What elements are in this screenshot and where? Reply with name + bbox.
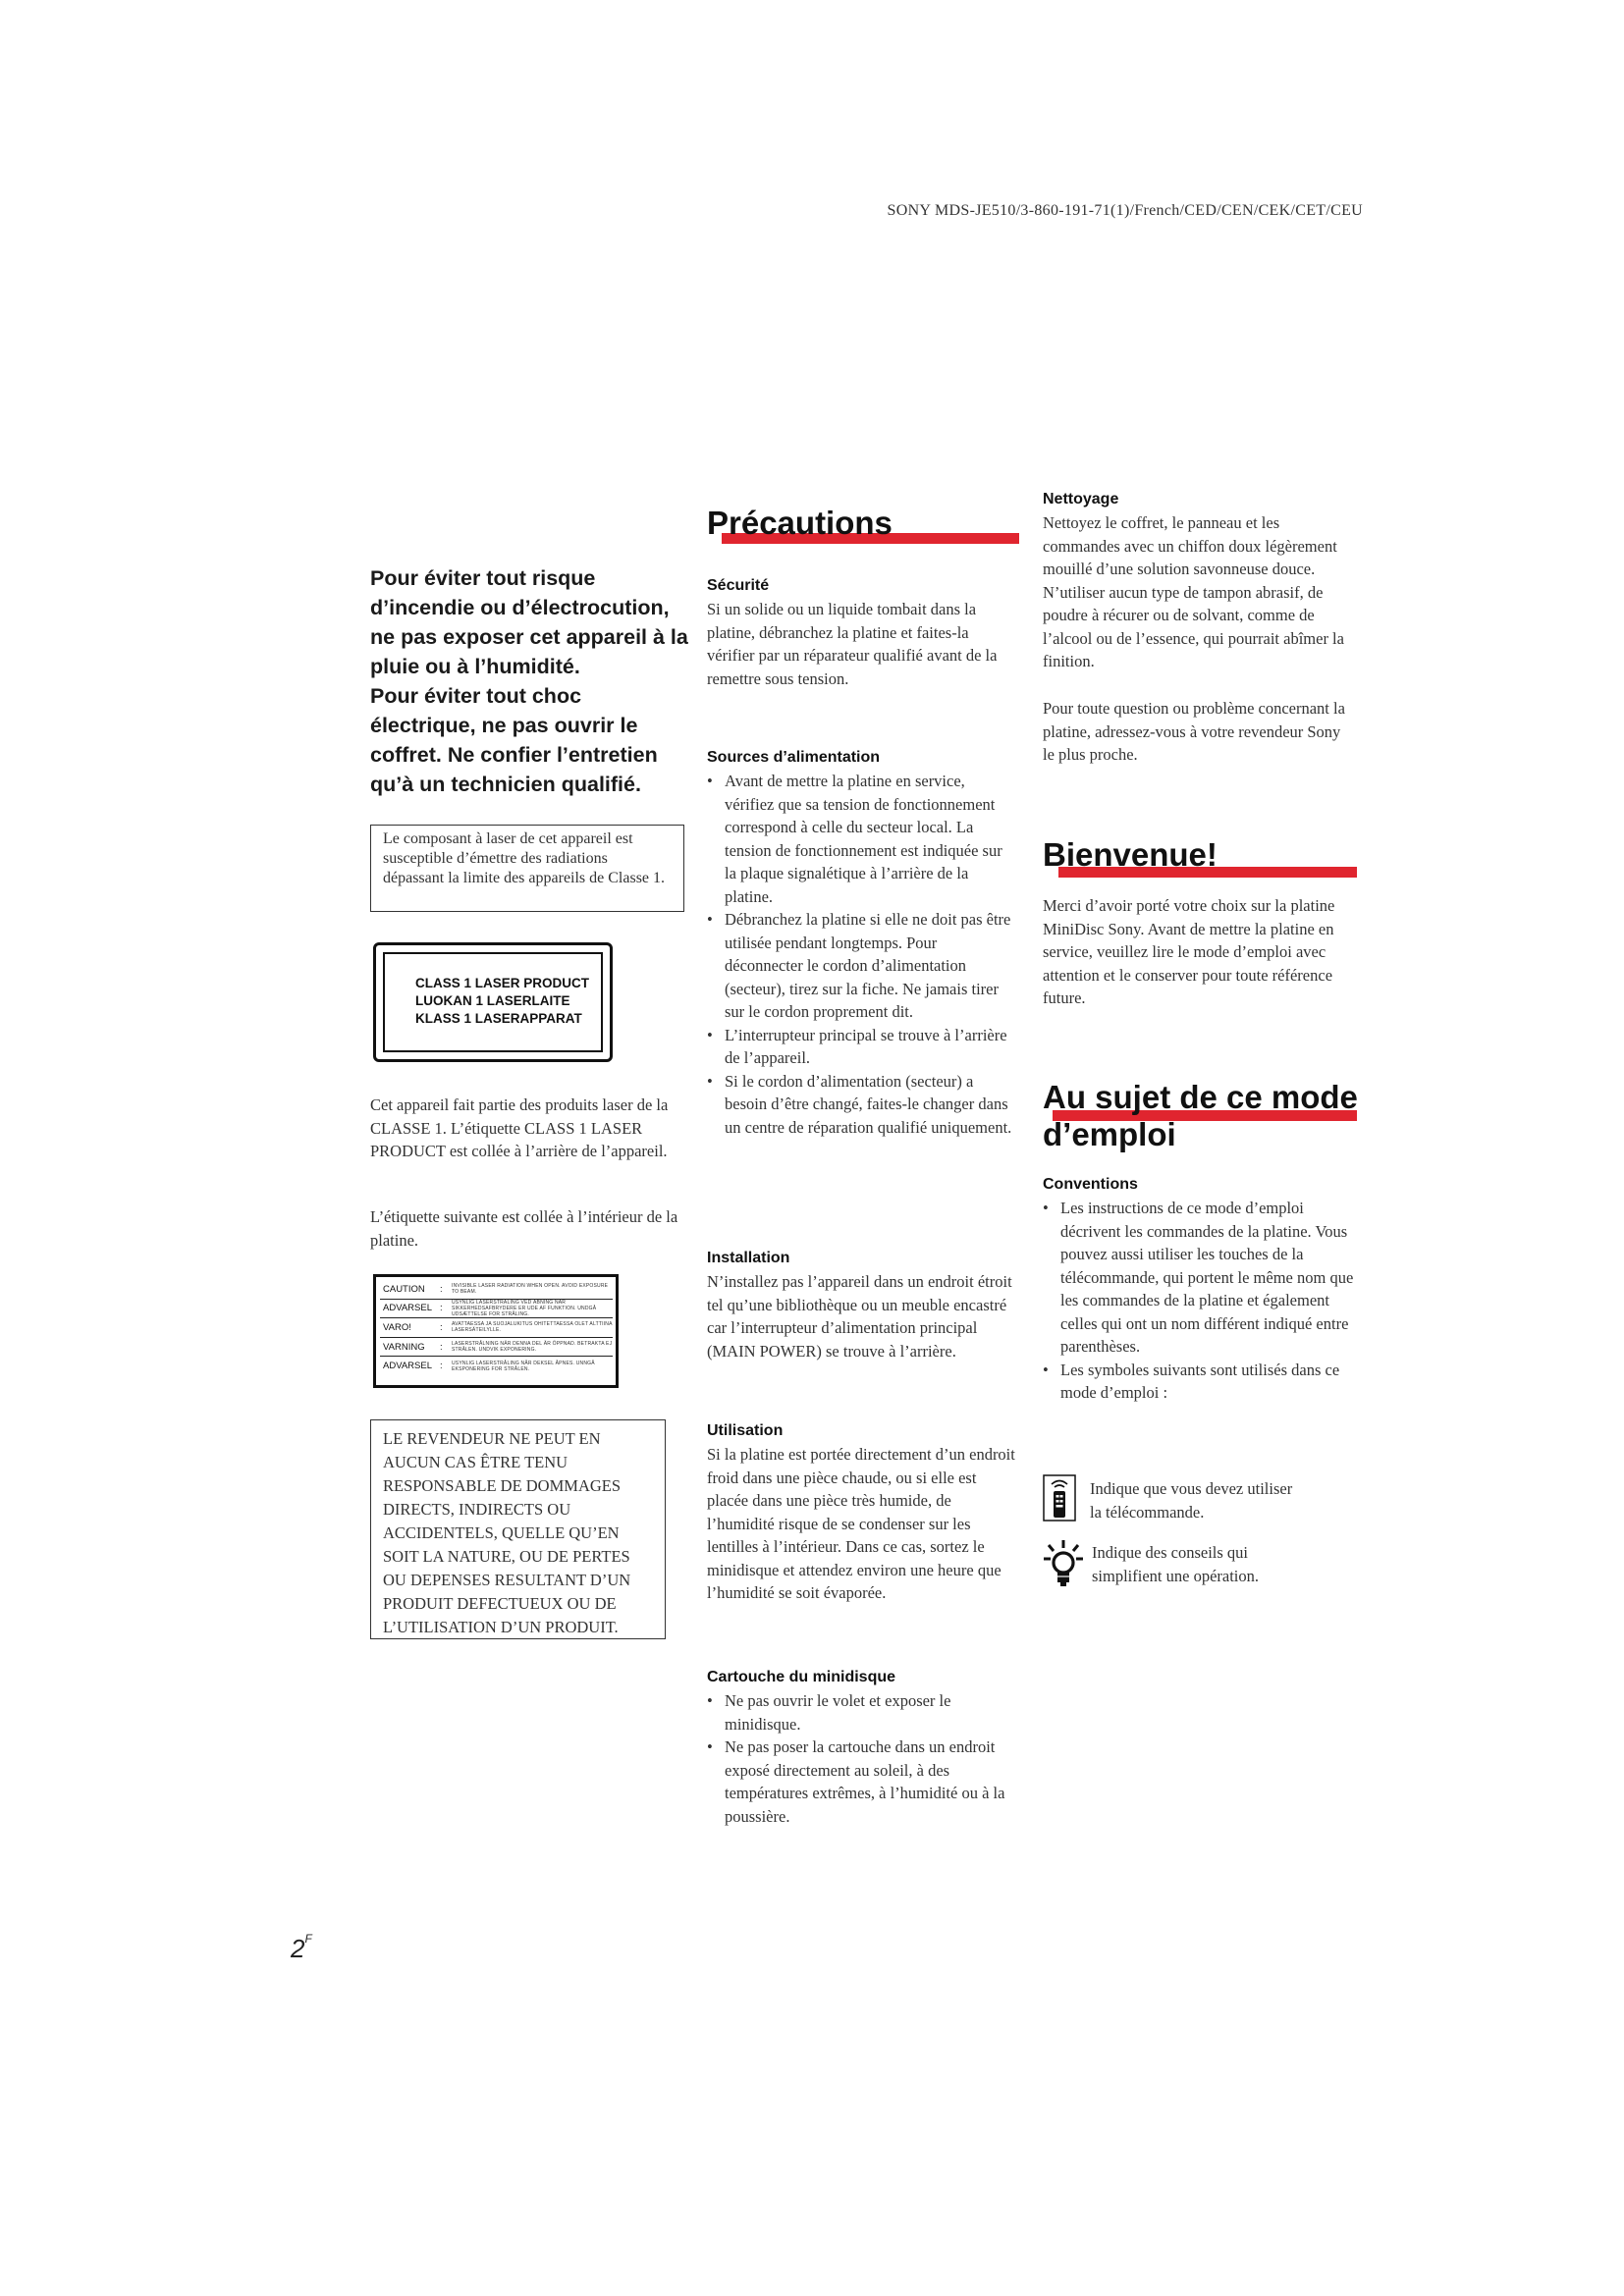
nettoyage-text: Nettoyez le coffret, le panneau et les commandes avec un chiffon doux légèrement mouillé d’une solution savonneuse douce. N’utiliser aucun type de tampon abrasif, de poudre à récurer ou de solvant, comme de l’alcool ou de l’essence, qui pourrait abîmer la finition. bbox=[1043, 513, 1344, 670]
caution-text: USYNLIG LASERSTRÅLING NÅR DEKSEL ÅPNES. UNNGÅ EKSPONERING FOR STRÅLEN. bbox=[452, 1360, 595, 1372]
warning-line: ne pas exposer cet appareil à la bbox=[370, 625, 688, 649]
label-location-paragraph: L’étiquette suivante est collée à l’intérieur de la platine. bbox=[370, 1207, 678, 1250]
section-installation bbox=[707, 1250, 1019, 1362]
warning-line: électrique, ne pas ouvrir le bbox=[370, 714, 638, 737]
installation-text: N’installez pas l’appareil dans un endroit étroit tel qu’une bibliothèque ou un meuble encastré car l’interrupteur d’alimentation principal (MAIN POWER) se trouve à l’arrière. bbox=[707, 1272, 1012, 1361]
section-nettoyage bbox=[1043, 491, 1357, 673]
warning-line: Pour éviter tout risque bbox=[370, 566, 596, 590]
warning-line: coffret. Ne confier l’entretien bbox=[370, 743, 658, 767]
laser-label-line: LUOKAN 1 LASERLAITE bbox=[415, 993, 570, 1008]
liability-line: L’UTILISATION D’UN PRODUIT. bbox=[383, 1618, 619, 1636]
cartouche-heading: Cartouche du minidisque bbox=[707, 1669, 896, 1685]
liability-box bbox=[370, 1419, 666, 1639]
conventions-item: • Les symboles suivants sont utilisés dans ce mode d’emploi : bbox=[1043, 1359, 1359, 1405]
laser-notice-box bbox=[370, 825, 684, 912]
caution-text: INVISIBLE LASER RADIATION WHEN OPEN. AVOID EXPOSURE TO BEAM. bbox=[452, 1283, 609, 1296]
caution-key: CAUTION bbox=[383, 1283, 425, 1295]
caution-row: CAUTION : INVISIBLE LASER RADIATION WHEN OPEN. AVOID EXPOSURE TO BEAM. bbox=[380, 1280, 613, 1300]
cartouche-item: • Ne pas poser la cartouche dans un endroit exposé directement au soleil, à des températures extrêmes, à l’humidité ou à la poussière. bbox=[707, 1735, 1011, 1828]
class1-paragraph: Cet appareil fait partie des produits laser de la CLASSE 1. L’étiquette CLASS 1 LASER PRODUCT est collée à l’arrière de l’appareil. bbox=[370, 1095, 669, 1160]
caution-text: AVATTAESSA JA SUOJALUKITUS OHITETTAESSA OLET ALTTIINA LASERSÄTEILYLLE. bbox=[452, 1321, 613, 1334]
sources-item: • Débranchez la platine si elle ne doit pas être utilisée pendant longtemps. Pour déconnecter le cordon d’alimentation (secteur), tirez sur la fiche. Ne jamais tirer sur le cordon proprement dit. bbox=[707, 908, 1017, 1024]
bienvenue-text: Merci d’avoir porté votre choix sur la platine MiniDisc Sony. Avant de mettre la platine en service, veuillez lire le mode d’emploi avec attention et le conserver pour toute référence future. bbox=[1043, 896, 1335, 1007]
securite-heading: Sécurité bbox=[707, 577, 770, 594]
tip-legend-text: Indique des conseils qui simplifient une opération. bbox=[1092, 1543, 1260, 1585]
liability-line: ACCIDENTELS, QUELLE QU’EN bbox=[383, 1523, 620, 1542]
utilisation-heading: Utilisation bbox=[707, 1422, 784, 1439]
liability-line: AUCUN CAS ÊTRE TENU bbox=[383, 1453, 568, 1471]
class1-laser-label bbox=[373, 942, 613, 1062]
caution-key: ADVARSEL bbox=[383, 1361, 432, 1372]
liability-line: RESPONSABLE DE DOMMAGES bbox=[383, 1476, 622, 1495]
caution-text: USYNLIG LASERSTRÅLING VED ÅBNING NÅR SIKKERHEDSAFBRYDERE ER UDE AF FUNKTION. UNDGÅ UDSÆTTELSE FOR STRÅLING. bbox=[452, 1299, 597, 1317]
sources-heading: Sources d’alimentation bbox=[707, 749, 881, 766]
cartouche-item: • Ne pas ouvrir le volet et exposer le minidisque. bbox=[707, 1689, 1011, 1735]
sources-item: • Avant de mettre la platine en service, vérifiez que sa tension de fonctionnement correspond à celle du secteur local. La tension de fonctionnement est indiquée sur la plaque signalétique à l’arrière de la platine. bbox=[707, 770, 1017, 908]
remote-legend-text: Indique que vous devez utiliser la télécommande. bbox=[1090, 1479, 1293, 1522]
lightbulb-tip-icon bbox=[1043, 1539, 1084, 1588]
page-number-suffix: F bbox=[304, 1932, 312, 1946]
section-sources bbox=[707, 749, 1017, 1139]
warning-line: d’incendie ou d’électrocution, bbox=[370, 596, 670, 619]
laser-notice-text: Le composant à laser de cet appareil est susceptible d’émettre des radiations dépassant la limite des appareils de Classe 1. bbox=[383, 830, 666, 886]
model-header: SONY MDS-JE510/3-860-191-71(1)/French/CED/CEN/CEK/CET/CEU bbox=[887, 202, 1363, 219]
remote-control-icon bbox=[1043, 1474, 1076, 1522]
conventions-item: • Les instructions de ce mode d’emploi décrivent les commandes de la platine. Vous pouvez aussi utiliser les touches de la télécommande, qui portent le même nom que les commandes de la platine et également celles qui ont un nom différent indiqué entre parenthèses. bbox=[1043, 1197, 1359, 1359]
utilisation-text: Si la platine est portée directement d’un endroit froid dans une pièce chaude, ou si elle est placée dans une pièce très humide, de l’humidité risque de se condenser sur les lentilles à l’intérieur. Dans ce cas, sortez le minidisque et attendez environ une heure que l’humidité se soit évaporée. bbox=[707, 1445, 1015, 1602]
liability-line: SOIT LA NATURE, OU DE PERTES bbox=[383, 1547, 630, 1566]
securite-text: Si un solide ou un liquide tombait dans la platine, débranchez la platine et faites-la vérifier par un réparateur qualifié avant de la remettre sous tension. bbox=[707, 600, 998, 688]
liability-line: LE REVENDEUR NE PEUT EN bbox=[383, 1429, 601, 1448]
warning-line: qu’à un technicien qualifié. bbox=[370, 773, 641, 796]
caution-key: VARNING bbox=[383, 1341, 425, 1353]
tip-legend bbox=[1043, 1539, 1357, 1588]
caution-row: ADVARSEL : USYNLIG LASERSTRÅLING NÅR DEKSEL ÅPNES. UNNGÅ EKSPONERING FOR STRÅLEN. bbox=[380, 1357, 613, 1375]
liability-line: PRODUIT DEFECTUEUX OU DE bbox=[383, 1594, 617, 1613]
section-cartouche bbox=[707, 1669, 1011, 1828]
nettoyage-heading: Nettoyage bbox=[1043, 491, 1119, 507]
remote-legend bbox=[1043, 1474, 1357, 1523]
bienvenue-title: Bienvenue! bbox=[1043, 836, 1218, 873]
section-utilisation bbox=[707, 1422, 1019, 1605]
au-sujet-title-line: d’emploi bbox=[1043, 1116, 1176, 1152]
installation-heading: Installation bbox=[707, 1250, 790, 1266]
fire-shock-warning bbox=[370, 563, 694, 799]
page-number bbox=[291, 1934, 312, 1964]
warning-line: pluie ou à l’humidité. bbox=[370, 655, 580, 678]
sources-item: • L’interrupteur principal se trouve à l’arrière de l’appareil. bbox=[707, 1024, 1017, 1070]
au-sujet-title-line: Au sujet de ce mode bbox=[1043, 1079, 1358, 1115]
caution-text: LASERSTRÅLNING NÄR DENNA DEL ÄR ÖPPNAD. BETRAKTA EJ STRÅLEN. UNDVIK EXPONERING. bbox=[452, 1341, 613, 1354]
caution-row: VARNING : LASERSTRÅLNING NÄR DENNA DEL ÄR ÖPPNAD. BETRAKTA EJ STRÅLEN. UNDVIK EXPONERING. bbox=[380, 1338, 613, 1358]
caution-row: VARO! : AVATTAESSA JA SUOJALUKITUS OHITETTAESSA OLET ALTTIINA LASERSÄTEILYLLE. bbox=[380, 1318, 613, 1338]
warning-line: Pour éviter tout choc bbox=[370, 684, 582, 708]
conventions-heading: Conventions bbox=[1043, 1176, 1138, 1193]
precautions-title: Précautions bbox=[707, 505, 893, 541]
section-conventions bbox=[1043, 1176, 1359, 1405]
laser-label-line: CLASS 1 LASER PRODUCT bbox=[415, 976, 590, 990]
laser-label-line: KLASS 1 LASERAPPARAT bbox=[415, 1011, 582, 1026]
liability-line: DIRECTS, INDIRECTS OU bbox=[383, 1500, 571, 1519]
liability-line: OU DEPENSES RESULTANT D’UN bbox=[383, 1571, 631, 1589]
caution-key: ADVARSEL bbox=[383, 1303, 432, 1314]
caution-label bbox=[373, 1274, 619, 1388]
sources-item: • Si le cordon d’alimentation (secteur) a besoin d’être changé, faites-le changer dans un centre de réparation qualifié uniquement. bbox=[707, 1070, 1017, 1140]
au-sujet-title bbox=[1043, 1079, 1358, 1153]
caution-row: ADVARSEL : USYNLIG LASERSTRÅLING VED ÅBNING NÅR SIKKERHEDSAFBRYDERE ER UDE AF FUNKTION. UNDGÅ UDSÆTTELSE FOR STRÅLING. bbox=[380, 1300, 613, 1319]
question-text: Pour toute question ou problème concernant la platine, adressez-vous à votre revendeur Sony le plus proche. bbox=[1043, 699, 1345, 764]
page-number-value: 2 bbox=[291, 1934, 305, 1963]
caution-key: VARO! bbox=[383, 1321, 411, 1333]
section-securite bbox=[707, 577, 1016, 690]
